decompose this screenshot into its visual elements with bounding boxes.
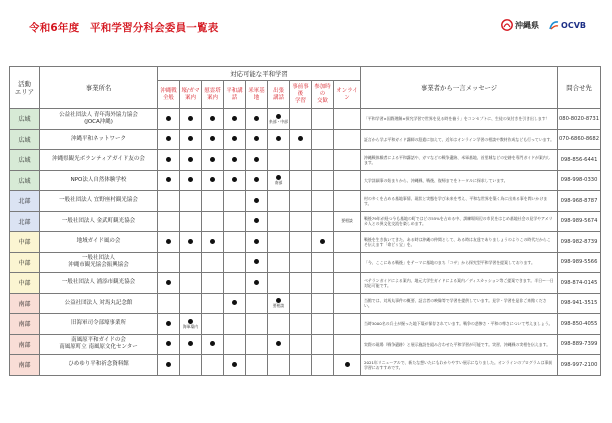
option-cell-4 [246,293,268,314]
option-cell-1 [180,252,202,273]
filled-dot-icon [188,157,193,162]
table-row [10,334,601,355]
message-cell: 実際の現場（戦争遺跡）と展示施設を組み合わせた平和学習が可能です。実習、沖縄戦の実相を伝えます。 [361,334,558,355]
filled-dot-icon [166,136,171,141]
message-cell: 大学詳細事の始まりから、沖縄戦、戦後、復帰までをトータルに探求しています。 [361,170,558,191]
message-cell: 2021年リニューアルで、新たな想いたにもわかりやすい展示になりました。オンラインのプログラムは事前学習におすすめです。 [361,355,558,376]
option-cell-1 [180,191,202,212]
filled-dot-icon [276,341,281,346]
option-header-8: オンライン [334,81,361,109]
option-cell-4 [246,129,268,150]
filled-dot-icon [210,177,215,182]
table-row [10,109,601,130]
filled-dot-icon [188,136,193,141]
option-cell-0 [158,109,180,130]
filled-dot-icon [166,341,171,346]
option-cell-1 [180,334,202,355]
filled-dot-icon [210,341,215,346]
option-cell-8 [334,109,361,130]
option-cell-1 [180,232,202,253]
filled-dot-icon [210,116,215,121]
okinawa-pref-logo [501,19,539,31]
table-row [10,170,601,191]
option-cell-8 [334,150,361,171]
option-cell-2 [202,334,224,355]
option-header-5: 出張 講話 [268,81,290,109]
option-cell-1 [180,293,202,314]
table-row [10,293,601,314]
option-cell-4 [246,314,268,335]
option-header-1: 壕/ガマ 案内 [180,81,202,109]
option-cell-7 [312,252,334,273]
filled-dot-icon [320,239,325,244]
logo-group [501,19,586,31]
organization-name: 公益社団法人 対馬丸記念館 [40,293,158,314]
option-cell-8 [334,355,361,376]
option-cell-0 [158,293,180,314]
option-cell-3 [224,314,246,335]
option-cell-8 [334,314,361,335]
area-cell: 南部 [10,293,40,314]
table-row [10,129,601,150]
filled-dot-icon [232,177,237,182]
option-cell-4 [246,355,268,376]
phone-cell: 080-8020-8731 [558,109,601,130]
option-cell-4 [246,334,268,355]
area-header [10,67,40,109]
option-header-6: 事前事後 学習 [290,81,312,109]
filled-dot-icon [166,362,171,367]
option-cell-2 [202,109,224,130]
option-cell-6 [290,129,312,150]
filled-dot-icon [298,136,303,141]
option-cell-6 [290,252,312,273]
phone-cell: 098-968-8787 [558,191,601,212]
option-cell-2 [202,232,224,253]
option-cell-5 [268,150,290,171]
option-cell-7 [312,191,334,212]
option-cell-8 [334,232,361,253]
option-cell-7 [312,273,334,294]
option-header-0: 沖縄戦 全般 [158,81,180,109]
filled-dot-icon [188,116,193,121]
area-cell: 中部 [10,232,40,253]
option-cell-4 [246,232,268,253]
filled-dot-icon [210,136,215,141]
table-row [10,211,601,232]
option-cell-5 [268,355,290,376]
filled-dot-icon [166,280,171,285]
filled-dot-icon [254,136,259,141]
option-cell-0 [158,355,180,376]
message-cell: 村の多くを占める基地事情、現状と実態を学び未来を考え、平和な世界を築く為に出来る事を問いかけます。 [361,191,558,212]
option-cell-7 [312,129,334,150]
organization-name: 南風原平和ガイドの会 南風原町立 南風原文化センター [40,334,158,355]
filled-dot-icon [254,198,259,203]
option-cell-6 [290,273,312,294]
option-cell-1 [180,129,202,150]
option-header-4: 米軍基地 [246,81,268,109]
table-row [10,355,601,376]
option-cell-0 [158,232,180,253]
option-cell-5 [268,191,290,212]
option-cell-1 [180,355,202,376]
option-cell-0 [158,191,180,212]
organization-name: 沖縄県観光ボランティアガイド友の会 [40,150,158,171]
option-cell-1 [180,109,202,130]
option-cell-3 [224,211,246,232]
area-header-label: 活動 エリア [14,79,35,96]
option-cell-7 [312,211,334,232]
option-cell-3 [224,109,246,130]
option-note: 糸部・中部 [269,118,288,124]
option-cell-3 [224,170,246,191]
option-header-3: 平和講話 [224,81,246,109]
option-cell-0 [158,170,180,191]
message-cell: 当館では、対馬丸事件の概要、証言者の映像等で学習を提供しています。見学・学習を是非ご来館ください。 [361,293,558,314]
filled-dot-icon [166,239,171,244]
option-cell-2 [202,211,224,232]
option-cell-7 [312,355,334,376]
area-cell: 南部 [10,314,40,335]
option-cell-0 [158,252,180,273]
area-cell: 中部 [10,252,40,273]
option-cell-2 [202,314,224,335]
filled-dot-icon [232,157,237,162]
option-cell-3 [224,293,246,314]
filled-dot-icon [254,239,259,244]
option-cell-8 [334,334,361,355]
option-cell-5 [268,314,290,335]
filled-dot-icon [276,136,281,141]
option-cell-2 [202,150,224,171]
organization-name: ひめゆり平和祈念資料館 [40,355,158,376]
option-cell-8 [334,211,361,232]
phone-cell: 098-989-5674 [558,211,601,232]
option-cell-7 [312,150,334,171]
table-row [10,191,601,212]
ocvb-emblem-icon [549,20,559,30]
organization-name: 一般社団法人 沖縄市観光協会振興協会 [40,252,158,273]
option-cell-7 [312,232,334,253]
option-cell-6 [290,293,312,314]
filled-dot-icon [254,157,259,162]
option-cell-0 [158,314,180,335]
filled-dot-icon [188,177,193,182]
okinawa-emblem-icon [501,19,513,31]
option-cell-6 [290,191,312,212]
phone-cell: 098-997-2100 [558,355,601,376]
message-cell: 当時3000名の兵士が掘った地下壕が保存されています。戦争の悲惨さ・平和の尊さについて考えましょう。 [361,314,558,335]
area-cell: 広域 [10,150,40,171]
name-header: 事業所名 [40,67,158,109]
option-cell-6 [290,334,312,355]
phone-cell: 098-856-6441 [558,150,601,171]
option-cell-2 [202,293,224,314]
table-row [10,252,601,273]
filled-dot-icon [166,116,171,121]
page-title: 令和6年度 平和学習分科会委員一覧表 [29,22,219,34]
filled-dot-icon [188,239,193,244]
table-row [10,273,601,294]
option-cell-0 [158,129,180,150]
filled-dot-icon [166,321,171,326]
option-cell-3 [224,355,246,376]
option-cell-8 [334,191,361,212]
option-cell-8 [334,273,361,294]
phone-cell: 098-889-7399 [558,334,601,355]
option-cell-4 [246,109,268,130]
ocvb-logo [549,20,586,30]
message-cell: 「今、ここにある戦後」をテーマに基地のまち「コザ」から探究型平和学習を提案しております。 [361,252,558,273]
area-cell: 北部 [10,191,40,212]
filled-dot-icon [210,239,215,244]
option-cell-0 [158,273,180,294]
phone-cell: 098-874-0145 [558,273,601,294]
option-cell-4 [246,211,268,232]
organization-name: 公益社団法人 青年海外協力協会 (JOCA沖縄) [40,109,158,130]
option-cell-7 [312,170,334,191]
message-cell: 「平和学習×国際理解×探究学習で世界を見る時を養う」をコンセプトに、生徒の気付きを引き出します！ [361,109,558,130]
option-header-2: 慰霊塔 案内 [202,81,224,109]
option-header-7: 参加時の 交歓 [312,81,334,109]
phone-cell: 098-941-3515 [558,293,601,314]
option-cell-2 [202,273,224,294]
filled-dot-icon [254,280,259,285]
phone-cell: 070-6860-8682 [558,129,601,150]
option-cell-2 [202,355,224,376]
option-cell-6 [290,170,312,191]
option-cell-4 [246,191,268,212]
organization-name: 一般社団法人 宜野座村観光協会 [40,191,158,212]
message-cell: 戦後79年が経つ今も基地の町ではどの55%を占める中、訓練場周辺の市民をはじめ基地社会の見学やアメリカ人との異文化交流を楽しめます。 [361,211,558,232]
option-cell-8 [334,293,361,314]
message-header: 事業者から一言メッセージ [361,67,558,109]
option-cell-4 [246,273,268,294]
option-cell-6 [290,314,312,335]
filled-dot-icon [232,300,237,305]
option-cell-6 [290,211,312,232]
option-cell-1 [180,211,202,232]
option-cell-8 [334,170,361,191]
option-cell-5 [268,334,290,355]
option-cell-3 [224,334,246,355]
options-group-header: 対応可能な平和学習 [158,67,361,81]
option-cell-7 [312,334,334,355]
option-note: 要相談 [341,218,353,224]
option-cell-5 [268,252,290,273]
area-cell: 広域 [10,170,40,191]
filled-dot-icon [232,116,237,121]
option-cell-3 [224,232,246,253]
option-note: 要相談 [272,303,285,309]
table-row [10,232,601,253]
option-cell-3 [224,129,246,150]
option-cell-5 [268,211,290,232]
organization-name: 地域ガイド風の会 [40,232,158,253]
area-cell: 中部 [10,273,40,294]
organization-name: 一般社団法人 浦添市観光協会 [40,273,158,294]
area-cell: 南部 [10,355,40,376]
option-cell-3 [224,252,246,273]
option-cell-8 [334,129,361,150]
filled-dot-icon [188,341,193,346]
option-cell-3 [224,191,246,212]
option-cell-6 [290,150,312,171]
option-note: 南部 [274,180,283,186]
option-cell-1 [180,170,202,191]
filled-dot-icon [254,116,259,121]
filled-dot-icon [276,114,281,119]
filled-dot-icon [188,319,193,324]
area-cell: 南部 [10,334,40,355]
area-cell: 広域 [10,109,40,130]
area-cell: 北部 [10,211,40,232]
option-cell-5 [268,293,290,314]
option-cell-2 [202,252,224,273]
filled-dot-icon [166,157,171,162]
organization-name: NPO法人自然体験学校 [40,170,158,191]
filled-dot-icon [210,157,215,162]
table-row [10,314,601,335]
option-cell-5 [268,129,290,150]
filled-dot-icon [254,259,259,264]
phone-cell: 098-982-8739 [558,232,601,253]
organization-name: 沖縄平和ネットワーク [40,129,158,150]
okinawa-pref-logo-text: 沖縄県 [515,20,540,30]
option-cell-7 [312,293,334,314]
filled-dot-icon [254,218,259,223]
option-cell-2 [202,170,224,191]
option-cell-4 [246,252,268,273]
option-cell-5 [268,170,290,191]
option-cell-5 [268,232,290,253]
option-cell-5 [268,273,290,294]
message-cell: 証言から学ぶ平和ガイド講師の派遣に加えて、近年はオンライン学習の相談や教材作成なども行っています。 [361,129,558,150]
option-cell-0 [158,211,180,232]
option-cell-4 [246,150,268,171]
option-cell-8 [334,252,361,273]
organization-name: 旧海軍司令部壕事業所 [40,314,158,335]
filled-dot-icon [254,177,259,182]
option-cell-6 [290,109,312,130]
option-cell-5 [268,109,290,130]
option-cell-6 [290,355,312,376]
option-cell-7 [312,314,334,335]
option-cell-3 [224,273,246,294]
phone-cell: 098-989-5566 [558,252,601,273]
table-row [10,150,601,171]
option-cell-1 [180,273,202,294]
option-cell-3 [224,150,246,171]
option-cell-6 [290,232,312,253]
filled-dot-icon [232,362,237,367]
option-note: 海軍壕内 [182,323,199,329]
ocvb-logo-text: OCVB [561,20,586,30]
organization-name: 一般社団法人 金武町観光協会 [40,211,158,232]
contact-header: 問合せ先 [558,67,601,109]
filled-dot-icon [345,362,350,367]
phone-cell: 098-998-0330 [558,170,601,191]
option-cell-4 [246,170,268,191]
filled-dot-icon [166,177,171,182]
option-cell-0 [158,334,180,355]
option-cell-7 [312,109,334,130]
option-cell-0 [158,150,180,171]
option-cell-2 [202,191,224,212]
area-cell: 広域 [10,129,40,150]
option-cell-1 [180,150,202,171]
committee-table [9,66,601,376]
message-cell: 戦後を生き抜いてきた、ある時は沖縄の仲間として、ある時は友達でありましょうのよりこの時代だからこそ伝えます「命どぅ宝」を。 [361,232,558,253]
message-cell: 沖縄戦体験者による平和講話や、ガマなどの戦争遺跡、米軍基地、首里城などの史跡を専門ガイドが案内します。 [361,150,558,171]
filled-dot-icon [232,136,237,141]
option-cell-1 [180,314,202,335]
message-cell: ベテランガイドによる案内、地元大学生ガイドによる案内／ディスカッション等ご提案できます。半日〜一日対応可能です。 [361,273,558,294]
phone-cell: 098-850-4055 [558,314,601,335]
option-cell-2 [202,129,224,150]
